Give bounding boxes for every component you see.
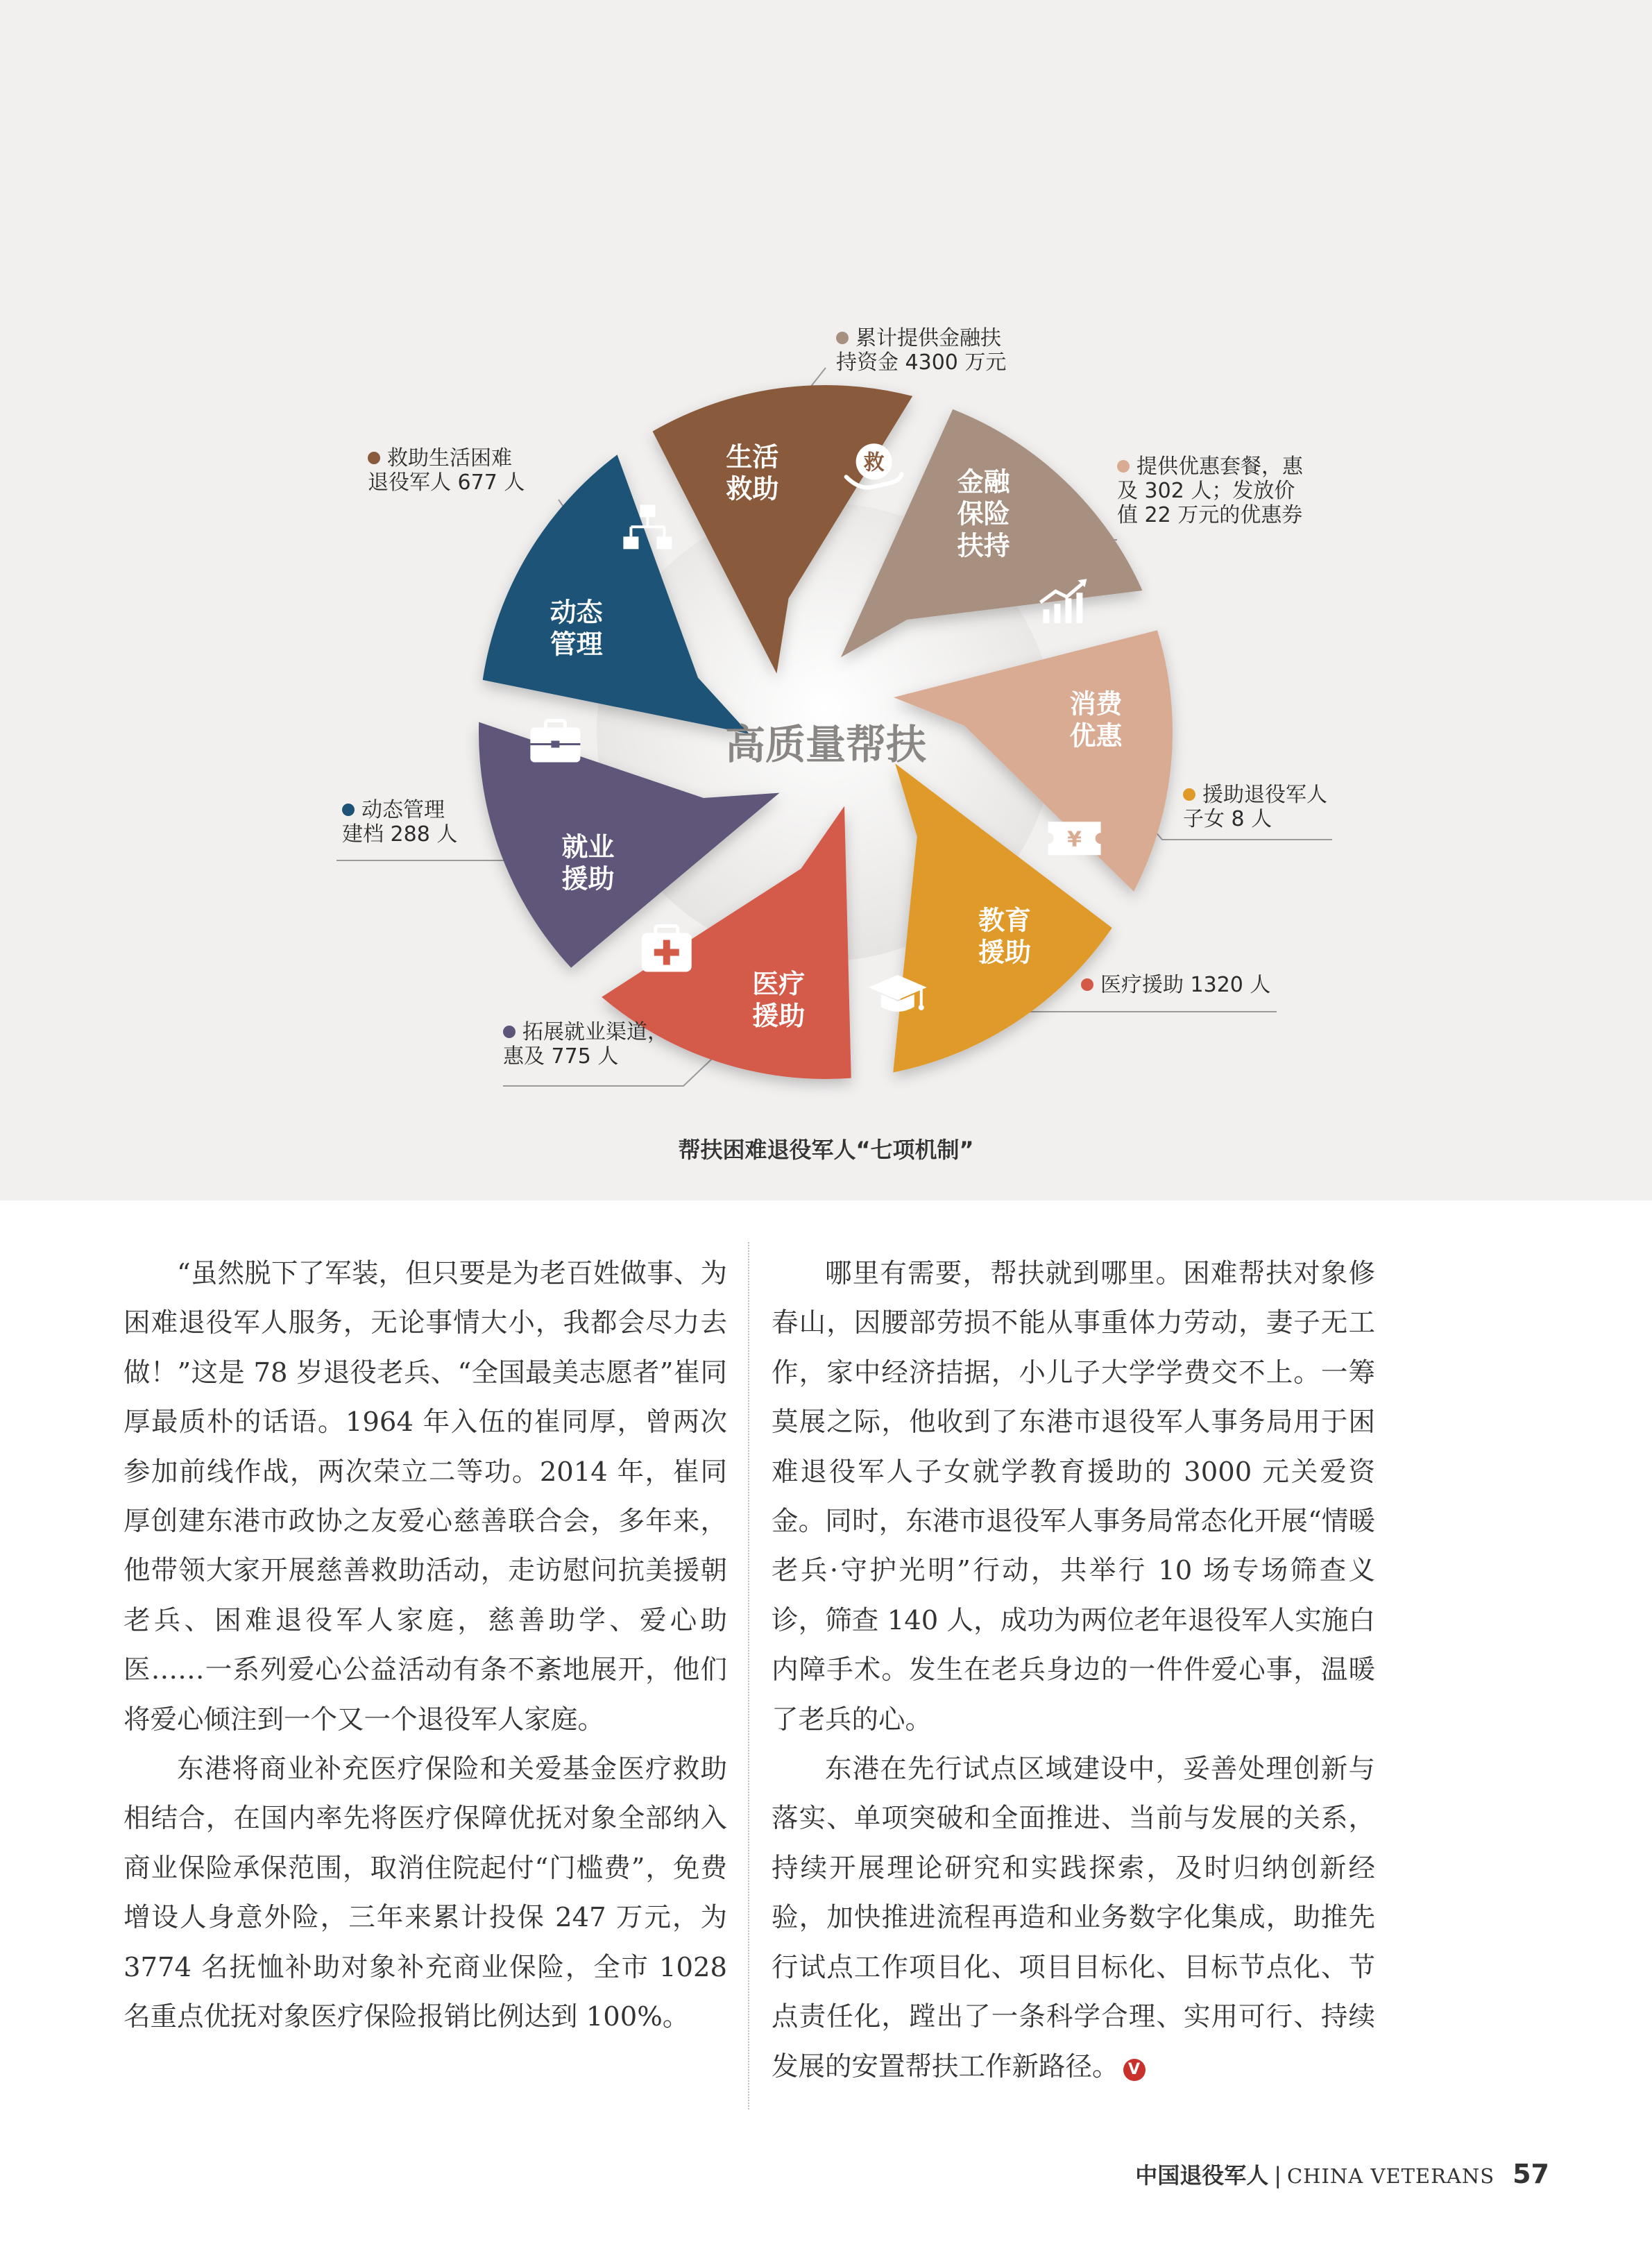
- callout-dot: [368, 452, 380, 464]
- segment-label-livelihood: 生活: [726, 441, 779, 473]
- column-divider: [748, 1242, 749, 2109]
- article-paragraph: 东港将商业补充医疗保险和关爱基金医疗救助相结合，在国内率先将医疗保障优抚对象全部纳入商业保险承保范围，取消住院起付“门槛费”，免费增设人身意外险，三年来累计投保 247 万元，为 3774 名抚恤补助对象补充商业保险，全市 1028 名重点优抚对象医疗保险报销比例达到 100%。: [124, 1753, 727, 2033]
- callout-livelihood: 救助生活困难 退役军人 677 人: [368, 446, 525, 495]
- segment-label-medical: 援助: [752, 1001, 806, 1032]
- segment-label-education: 教育: [978, 905, 1032, 936]
- briefcase-icon: [530, 720, 580, 762]
- segment-label-dynamic: 管理: [550, 629, 603, 660]
- article-paragraph: 东港在先行试点区域建设中，妥善处理创新与落实、单项突破和全面推进、当前与发展的关系，持续开展理论研究和实践探索，及时归纳创新经验，加快推进流程再造和业务数字化集成，助推先行试点工作项目化、项目目标化、目标节点化、节点责任化，蹚出了一条科学合理、实用可行、持续发展的安置帮扶工作新路径。 V: [772, 1753, 1375, 2082]
- callout-dot: [503, 1026, 516, 1038]
- article-paragraph: “虽然脱下了军装，但只要是为老百姓做事、为困难退役军人服务，无论事情大小，我都会尽力去做！”这是 78 岁退役老兵、“全国最美志愿者”崔同厚最质朴的话语。1964 年入伍的崔同厚，曾两次参加前线作战，两次荣立二等功。2014 年，崔同厚创建东港市政协之友爱心慈善联合会，多年来，他带领大家开展慈善救助活动，走访慰问抗美援朝老兵、困难退役军人家庭，慈善助学、爱心助医……一系列爱心公益活动有条不紊地展开，他们将爱心倾注到一个又一个退役军人家庭。: [124, 1258, 727, 1735]
- magazine-name: 中国退役军人: [1135, 2162, 1269, 2189]
- callout-dot: [1183, 788, 1195, 801]
- callout-consumer: 提供优惠套餐，惠 及 302 人；发放价 值 22 万元的优惠券: [1117, 455, 1303, 527]
- segment-label-employment: 就业: [561, 831, 615, 863]
- callout-medical: 医疗援助 1320 人: [1081, 973, 1270, 997]
- figure-caption: 帮扶困难退役军人“七项机制”: [678, 1137, 974, 1163]
- callout-education: 援助退役军人 子女 8 人: [1183, 783, 1327, 831]
- segment-label-medical: 医疗: [752, 969, 806, 1000]
- segment-label-livelihood: 救助: [726, 473, 779, 504]
- footer-separator: |: [1274, 2162, 1281, 2189]
- segment-label-consumer: 优惠: [1069, 720, 1123, 751]
- segment-label-consumer: 消费: [1069, 688, 1123, 720]
- medical-kit-icon: [642, 926, 692, 972]
- segment-label-finance: 扶持: [957, 530, 1010, 561]
- segment-label-finance: 保险: [957, 498, 1010, 529]
- callout-dot: [1117, 460, 1130, 473]
- callout-employment: 拓展就业渠道， 惠及 775 人: [503, 1020, 668, 1069]
- svg-text:¥: ¥: [1067, 827, 1082, 852]
- callout-finance: 累计提供金融扶 持资金 4300 万元: [836, 326, 1007, 375]
- segment-label-employment: 援助: [561, 863, 615, 894]
- page-number: 57: [1513, 2159, 1549, 2189]
- segment-label-finance: 金融: [957, 466, 1010, 498]
- callout-dot: [1081, 978, 1093, 991]
- callout-dynamic: 动态管理 建档 288 人: [342, 798, 458, 847]
- article-column-left: [124, 1249, 727, 2042]
- callout-dot: [836, 332, 849, 344]
- magazine-english-name: CHINA VETERANS: [1286, 2164, 1495, 2188]
- segment-label-education: 援助: [978, 937, 1032, 968]
- end-mark-icon: V: [1123, 2059, 1146, 2081]
- coupon-yuan-icon: [1048, 822, 1101, 855]
- diagram-center-title: 高质量帮扶: [724, 721, 927, 768]
- article-paragraph: 哪里有需要，帮扶就到哪里。困难帮扶对象修春山，因腰部劳损不能从事重体力劳动，妻子无工作，家中经济拮据，小儿子大学学费交不上。一筹莫展之际，他收到了东港市退役军人事务局用于困难退役军人子女就学教育援助的 3000 元关爱资金。同时，东港市退役军人事务局常态化开展“情暖老兵·守护光明”行动，共举行 10 场专场筛查义诊，筛查 140 人，成功为两位老年退役军人实施白内障手术。发生在老兵身边的一件件爱心事，温暖了老兵的心。: [772, 1258, 1375, 1735]
- svg-text:救: 救: [863, 450, 885, 475]
- article-column-right: [772, 1249, 1375, 2091]
- callout-dot: [342, 804, 355, 816]
- page-footer: [1135, 2158, 1549, 2190]
- segment-label-dynamic: 动态: [550, 597, 603, 628]
